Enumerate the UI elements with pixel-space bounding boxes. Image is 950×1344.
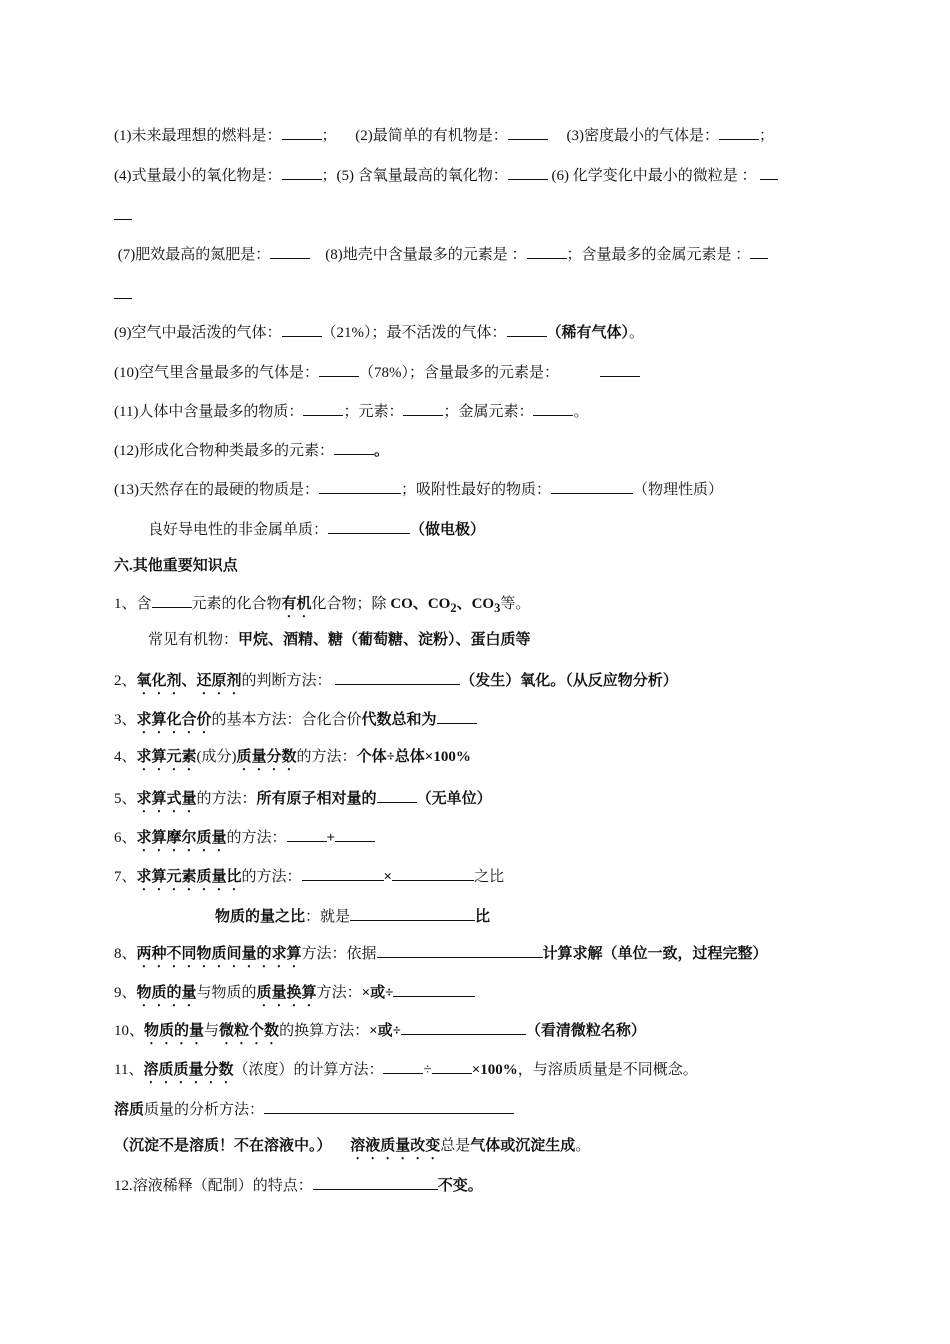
blank: [302, 865, 384, 881]
item-11: [114, 400, 870, 422]
item-10: [114, 361, 870, 383]
point-11: [114, 1058, 870, 1087]
blank: [264, 1098, 514, 1114]
text: 个体÷总体×100%: [356, 749, 471, 765]
text: （做电极）: [410, 522, 486, 538]
text: 物质的量: [136, 985, 197, 1001]
text: 求算元素质量比: [136, 869, 242, 885]
text: ；: [321, 128, 337, 144]
point-5: [114, 787, 870, 816]
blank: [750, 243, 768, 259]
text: 溶质: [114, 1102, 145, 1118]
point-10: [114, 1019, 870, 1048]
item-8-blank-cont: [114, 283, 870, 305]
text: 6、: [114, 830, 137, 846]
text: 的基本方法：合化合价: [211, 712, 362, 728]
text: 物质的量之比: [215, 909, 306, 925]
text: 7、: [114, 869, 137, 885]
text: (13)天然存在的最硬的物质是：: [114, 482, 319, 498]
text: （沉淀不是溶质！不在溶液中。）: [114, 1138, 332, 1154]
blank: [377, 787, 417, 803]
text: 10、: [114, 1023, 145, 1039]
text: 。: [575, 1138, 591, 1154]
blank: [527, 243, 567, 259]
text: 求算元素: [136, 749, 197, 765]
text: 求算式量: [136, 791, 197, 807]
text: 不变。: [437, 1178, 483, 1194]
blank: [383, 1058, 423, 1074]
point-8: [114, 942, 870, 971]
blank: [377, 942, 543, 958]
text: 常见有机物：: [148, 632, 239, 648]
text: 良好导电性的非金属单质：: [148, 522, 329, 538]
blank: [508, 164, 548, 180]
text: 比: [475, 909, 491, 925]
blank: [152, 592, 192, 608]
text: ÷: [423, 1062, 432, 1078]
blank: [319, 478, 401, 494]
text: 所有原子相对量的: [256, 791, 377, 807]
blank: [600, 361, 640, 377]
point-3: [114, 708, 870, 737]
blank: [319, 361, 359, 377]
text: 质量换算: [256, 985, 317, 1001]
text: （物理性质）: [633, 482, 724, 498]
blank: [350, 905, 475, 921]
text: (6) 化学变化中最小的微粒是 ：: [547, 168, 757, 184]
blank: [393, 981, 475, 997]
text: 质量的分析方法：: [144, 1102, 265, 1118]
text: 的方法：: [241, 869, 302, 885]
text: 计算求解（单位一致，过程完整）: [542, 946, 768, 962]
text: （浓度）的计算方法：: [233, 1062, 384, 1078]
blank: [507, 321, 547, 337]
text: （21%）；最不活泼的气体：: [321, 325, 507, 341]
text: 的方法：: [226, 830, 287, 846]
text: ×或÷: [361, 985, 394, 1001]
point-1b: [148, 630, 870, 650]
text: (4)式量最小的氧化物是：: [114, 168, 282, 184]
text: 1、含: [114, 596, 152, 612]
text: （发生）氧化。（从反应物分析）: [460, 673, 678, 689]
text: 代数总和为: [361, 712, 437, 728]
item-1: [114, 124, 870, 146]
blank: [432, 1058, 472, 1074]
blank: [508, 124, 548, 140]
text: 2、: [114, 673, 137, 689]
text: ×100%: [471, 1062, 518, 1078]
text: ；金属元素：: [443, 404, 534, 420]
text: (11)人体中含量最多的物质：: [114, 404, 304, 420]
text: 方法：: [316, 985, 362, 1001]
text: 物质的量: [144, 1023, 205, 1039]
text: （无单位）: [416, 791, 492, 807]
text: (9)空气中最活泼的气体：: [114, 325, 282, 341]
text: 求算化合价: [136, 712, 212, 728]
text: 元素的化合物: [191, 596, 282, 612]
text: 的换算方法：: [279, 1023, 370, 1039]
text: 之比: [474, 869, 505, 885]
text: 方法：依据: [301, 946, 377, 962]
text: 与物质的: [196, 985, 257, 1001]
text: (10)空气里含量最多的气体是：: [114, 365, 319, 381]
blank: [282, 321, 322, 337]
blank: [437, 708, 477, 724]
blank: [114, 283, 132, 299]
text: (1)未来最理想的燃料是：: [114, 128, 282, 144]
point-6: [114, 826, 870, 855]
text: ；元素：: [343, 404, 404, 420]
point-11c: [114, 1136, 870, 1163]
formula: 、CO: [456, 596, 495, 612]
section-heading: 六.其他重要知识点: [114, 558, 238, 574]
text: （78%）；含量最多的元素是：: [359, 365, 559, 381]
text: 3、: [114, 712, 137, 728]
item-9: [114, 321, 870, 343]
blank: [335, 669, 460, 685]
point-7: [114, 865, 870, 894]
text: +: [326, 830, 336, 846]
text: ；: [759, 128, 775, 144]
text: 有机: [281, 596, 312, 612]
blank: [328, 518, 410, 534]
formula: CO、CO: [390, 596, 451, 612]
text: 。: [573, 404, 589, 420]
text: 气体或沉淀生成: [470, 1138, 576, 1154]
text: 甲烷、酒精、糖（葡萄糖、淀粉）、蛋白质等: [238, 632, 531, 648]
blank: [392, 865, 474, 881]
text: ；(5) 含氧量最高的氧化物：: [321, 168, 508, 184]
text: 。: [374, 443, 390, 459]
blank: [719, 124, 759, 140]
text: ；含量最多的金属元素是 ：: [566, 247, 751, 263]
text: 溶液质量改变: [350, 1138, 441, 1154]
blank: [287, 826, 327, 842]
blank: [403, 400, 443, 416]
text: 11、: [114, 1062, 144, 1078]
text: （稀有气体）: [546, 325, 630, 341]
point-7b: [215, 905, 870, 927]
text: 微粒个数: [219, 1023, 280, 1039]
text: 8、: [114, 946, 137, 962]
text: 氧化剂、还原剂: [136, 673, 242, 689]
blank: [551, 478, 633, 494]
blank: [401, 1019, 526, 1035]
text: 12.溶液稀释（配制）的特点：: [114, 1178, 313, 1194]
subscript: 2: [450, 601, 457, 615]
text: (7)肥效最高的氮肥是：: [117, 247, 271, 263]
text: 的方法：: [296, 749, 357, 765]
point-4: [114, 747, 870, 774]
blank: [760, 164, 778, 180]
item-7-8: [114, 243, 870, 265]
blank: [114, 204, 132, 220]
blank: [282, 164, 322, 180]
text: 两种不同物质间量的求算: [136, 946, 302, 962]
item-13b: [148, 518, 870, 540]
text: ×或÷: [369, 1023, 401, 1039]
text: 。: [629, 325, 645, 341]
point-2: [114, 669, 870, 698]
point-12: [114, 1174, 870, 1196]
subscript: 3: [494, 601, 501, 615]
blank: [334, 439, 374, 455]
item-6-blank-cont: [114, 204, 870, 226]
item-13: [114, 478, 870, 500]
text: 质量分数: [236, 749, 297, 765]
text: 等。: [500, 596, 531, 612]
text: 总是: [440, 1138, 471, 1154]
text: ×: [383, 869, 393, 885]
text: 5、: [114, 791, 137, 807]
point-11b: [114, 1098, 870, 1120]
text: 的方法：: [196, 791, 257, 807]
point-9: [114, 981, 870, 1010]
blank: [303, 400, 343, 416]
text: （看清微粒名称）: [525, 1023, 646, 1039]
text: (3)密度最小的气体是：: [566, 128, 720, 144]
text: (成分): [196, 749, 237, 765]
blank: [282, 124, 322, 140]
text: (2)最简单的有机物是：: [355, 128, 508, 144]
item-12: [114, 439, 870, 461]
blank: [533, 400, 573, 416]
point-1: [114, 592, 870, 621]
text: 求算摩尔质量: [136, 830, 227, 846]
text: (8)地壳中含量最多的元素是 ：: [325, 247, 527, 263]
text: 9、: [114, 985, 137, 1001]
text: ，与溶质质量是不同概念。: [517, 1062, 698, 1078]
item-4-6: [114, 164, 870, 186]
text: 的判断方法：: [241, 673, 332, 689]
text: 4、: [114, 749, 137, 765]
text: 溶质质量分数: [143, 1062, 234, 1078]
text: ；吸附性最好的物质：: [401, 482, 552, 498]
blank: [335, 826, 375, 842]
text: 化合物；除: [311, 596, 391, 612]
text: 与: [204, 1023, 220, 1039]
blank: [270, 243, 310, 259]
text: ：就是: [305, 909, 351, 925]
text: (12)形成化合物种类最多的元素：: [114, 443, 334, 459]
blank: [313, 1174, 438, 1190]
